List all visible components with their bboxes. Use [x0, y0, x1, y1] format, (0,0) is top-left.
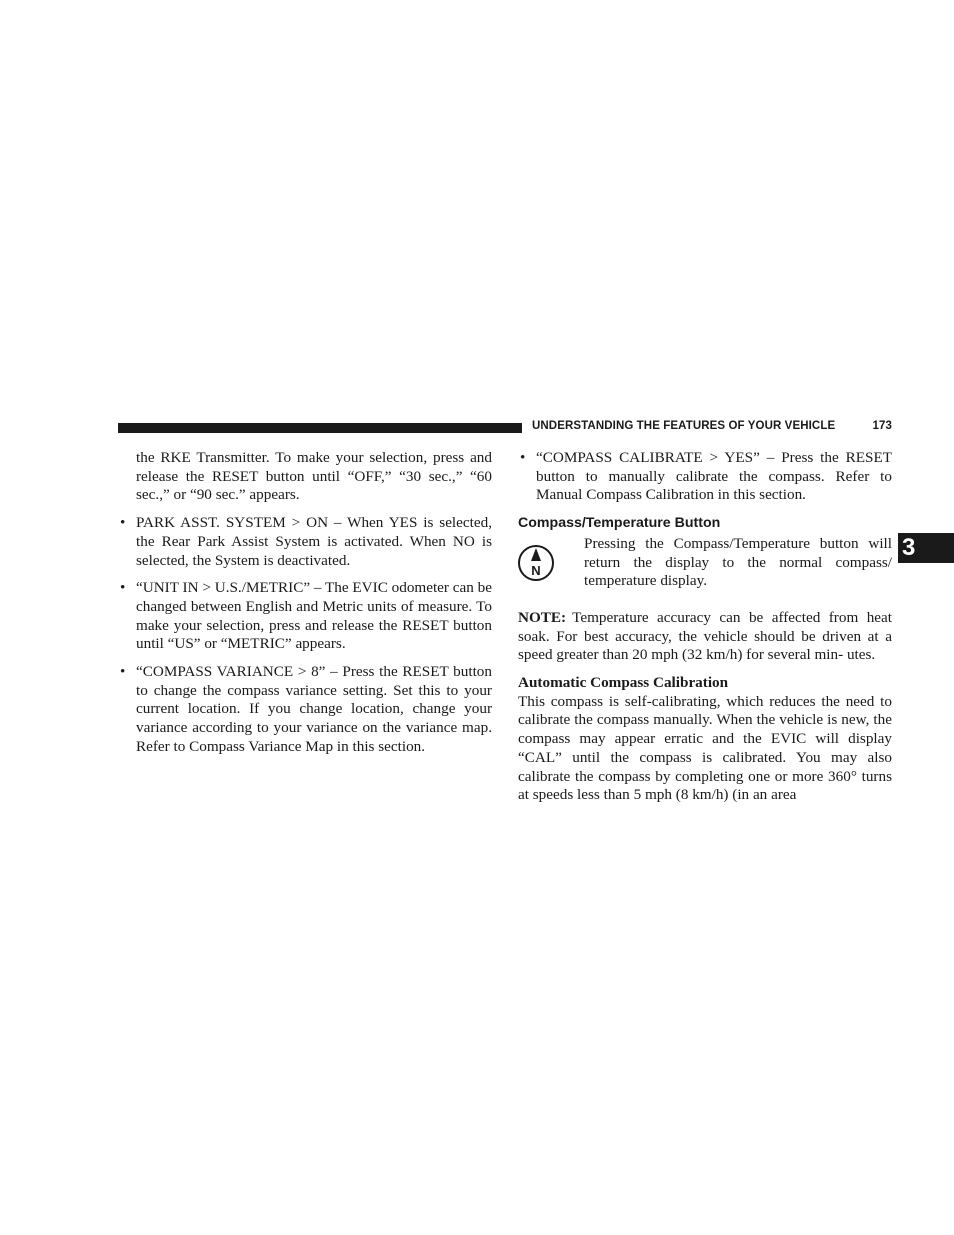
list-item-text: “COMPASS CALIBRATE > YES” – Press the RESET button to manually calibrate the compass. Refer to Manual Compass Calibration in this section. — [536, 449, 892, 504]
subsection-heading: Automatic Compass Calibration — [518, 674, 729, 692]
bullet-dot: • — [120, 579, 126, 597]
continuation-paragraph: the RKE Transmitter. To make your selection, press and release the RESET button until “OFF,” “30 sec.,” “60 sec.,” or “90 sec.” appears. — [136, 449, 492, 504]
header-rule — [118, 423, 522, 433]
right-column — [518, 449, 892, 805]
auto-calibration-paragraph: This compass is self-calibrating, which reduces the need to calibrate the compass manually. When the vehicle is new, the compass may appear erratic and the EVIC will display “CAL” until the compass is calibrated. You may also calibrate the compass by completing one or more 360° turns at speeds less than 5 mph (8 km/h) (in an area — [518, 692, 892, 804]
note-paragraph — [518, 609, 892, 665]
compass-button-block — [518, 535, 892, 591]
section-title: UNDERSTANDING THE FEATURES OF YOUR VEHICLE — [532, 420, 836, 432]
note-text: Temperature accuracy can be affected from heat soak. For best accuracy, the vehicle should be driven at a speed greater than 20 mph (32 km/h) for several min- utes. — [518, 608, 892, 664]
running-header — [532, 420, 892, 432]
list-item — [118, 579, 492, 654]
list-item — [118, 663, 492, 757]
note-label: NOTE: — [518, 608, 567, 626]
list-item-text: “COMPASS VARIANCE > 8” – Press the RESET button to change the compass variance setting. Set this to your current location. If you change location, change your variance according to your variance on the variance map. Refer to Compass Variance Map in this section. — [136, 663, 492, 755]
list-item — [518, 449, 892, 505]
bullet-dot: • — [120, 514, 126, 532]
list-item-text: “UNIT IN > U.S./METRIC” – The EVIC odometer can be changed between English and Metric units of measure. To make your selection, press and release the RESET button until “US” or “METRIC” appears. — [136, 579, 492, 653]
left-column — [118, 449, 492, 757]
bullet-dot: • — [520, 449, 526, 466]
bullet-dot: • — [120, 663, 126, 681]
page-number: 173 — [872, 420, 892, 432]
section-heading: Compass/Temperature Button — [518, 515, 721, 532]
list-item — [118, 514, 492, 570]
compass-north-icon — [518, 543, 554, 583]
compass-letter: N — [531, 562, 541, 578]
chapter-tab: 3 — [898, 533, 954, 563]
list-item-text: PARK ASST. SYSTEM > ON – When YES is selected, the Rear Park Assist System is activated. When NO is selected, the System is deactivated. — [136, 514, 492, 569]
compass-button-description: Pressing the Compass/Temperature button will return the display to the normal compass/ temperature display. — [584, 534, 892, 590]
